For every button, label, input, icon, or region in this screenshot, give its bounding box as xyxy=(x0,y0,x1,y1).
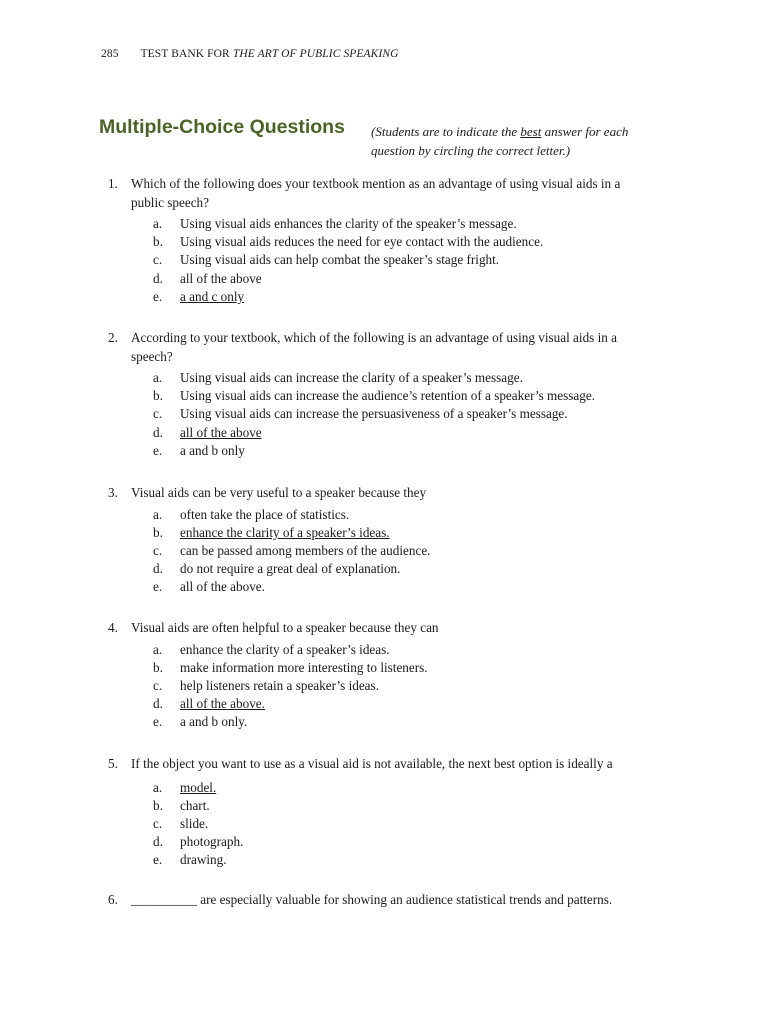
option-c: c. can be passed among members of the audience. xyxy=(153,542,431,558)
question-6 xyxy=(108,891,653,910)
question-text: According to your textbook, which of the following is an advantage of using visual aids in a speech? xyxy=(131,330,618,364)
page-number: 285 xyxy=(101,48,119,60)
correct-answer: a and c only xyxy=(180,288,245,304)
option-a: a. model. xyxy=(153,779,653,797)
option-a: a. Using visual aids can increase the clarity of a speaker’s message. xyxy=(153,370,523,385)
option-b: b. Using visual aids reduces the need for eye contact with the audience. xyxy=(153,234,544,250)
instructions xyxy=(371,122,671,160)
question-text: Which of the following does your textbook mention as an advantage of using visual aids in a public speech? xyxy=(131,176,621,210)
option-b: b. chart. xyxy=(153,797,210,813)
section-title: Multiple-Choice Questions xyxy=(99,116,345,138)
options-list xyxy=(153,779,653,870)
question-1 xyxy=(108,175,653,306)
option-b: b. Using visual aids can increase the audience’s retention of a speaker’s message. xyxy=(153,388,596,404)
option-d: d. do not require a great deal of explanation. xyxy=(153,561,401,577)
instructions-before: (Students are to indicate the xyxy=(371,124,521,139)
correct-answer: model. xyxy=(180,779,217,795)
header-book-title: THE ART OF PUBLIC SPEAKING xyxy=(232,48,399,60)
option-a: a. often take the place of statistics. xyxy=(153,506,350,522)
question-number: 3. xyxy=(108,485,118,500)
question-4 xyxy=(108,619,653,732)
options-list xyxy=(153,641,653,732)
header-prefix: TEST BANK FOR xyxy=(140,48,230,60)
question-number: 2. xyxy=(108,330,118,345)
option-e: e. drawing. xyxy=(153,852,227,868)
options-list xyxy=(153,369,653,460)
option-e: e. a and b only. xyxy=(153,714,248,730)
option-d: d. all of the above xyxy=(153,424,653,442)
question-number: 6. xyxy=(108,892,118,907)
instructions-emphasis: best xyxy=(520,124,542,139)
question-3 xyxy=(108,484,653,597)
running-header xyxy=(101,48,399,60)
option-d: d. photograph. xyxy=(153,834,244,850)
options-list xyxy=(153,215,653,306)
correct-answer: all of the above. xyxy=(180,696,265,712)
option-a: a. enhance the clarity of a speaker’s ideas. xyxy=(153,641,390,657)
option-c: c. Using visual aids can help combat the speaker’s stage fright. xyxy=(153,252,500,268)
question-number: 5. xyxy=(108,756,118,771)
option-e: e. a and b only xyxy=(153,442,245,458)
correct-answer: all of the above xyxy=(180,424,262,440)
option-c: c. Using visual aids can increase the persuasiveness of a speaker’s message. xyxy=(153,406,568,422)
option-d: d. all of the above xyxy=(153,270,262,286)
question-text: Visual aids can be very useful to a speaker because they xyxy=(131,485,427,500)
question-text: If the object you want to use as a visual aid is not available, the next best option is ideally a xyxy=(131,756,613,771)
option-c: c. help listeners retain a speaker’s ideas. xyxy=(153,677,379,693)
option-e: e. all of the above. xyxy=(153,579,265,595)
question-2 xyxy=(108,329,653,460)
option-c: c. slide. xyxy=(153,815,209,831)
option-e: e. a and c only xyxy=(153,288,653,306)
instructions-after: answer for each question by circling the correct letter.) xyxy=(371,124,629,158)
option-a: a. Using visual aids enhances the clarity of the speaker’s message. xyxy=(153,216,517,231)
question-number: 4. xyxy=(108,620,118,635)
question-text: Visual aids are often helpful to a speaker because they can xyxy=(131,620,439,635)
option-d: d. all of the above. xyxy=(153,695,653,713)
option-b: b. enhance the clarity of a speaker’s ideas. xyxy=(153,524,653,542)
question-text: __________ are especially valuable for showing an audience statistical trends and patterns. xyxy=(131,892,613,907)
options-list xyxy=(153,506,653,597)
correct-answer: enhance the clarity of a speaker’s ideas. xyxy=(180,524,390,540)
question-number: 1. xyxy=(108,176,118,191)
option-b: b. make information more interesting to listeners. xyxy=(153,659,428,675)
question-5 xyxy=(108,755,653,870)
